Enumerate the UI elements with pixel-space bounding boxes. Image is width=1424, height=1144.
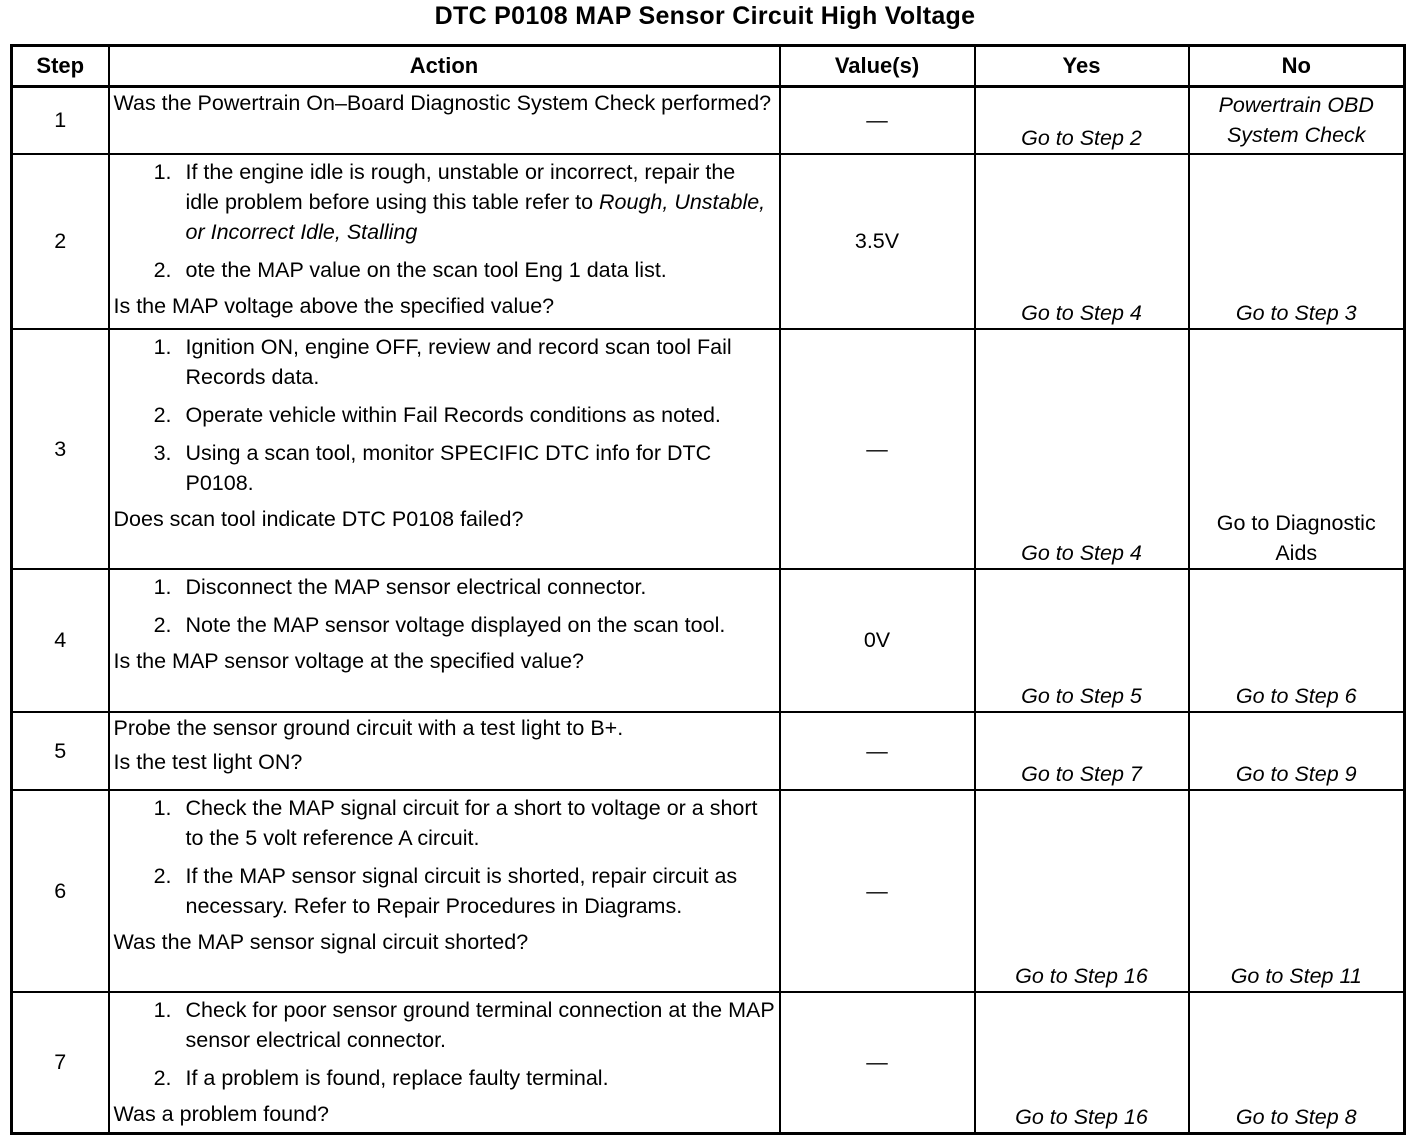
step-number: 4 xyxy=(12,569,109,712)
action-text: Was the Powertrain On–Board Diagnostic System Check performed? xyxy=(113,91,772,115)
step-number: 5 xyxy=(12,712,109,790)
action-item: 2. Operate vehicle within Fail Records conditions as noted. xyxy=(178,400,775,430)
yes-cell: Go to Step 2 xyxy=(975,87,1189,154)
step-number: 7 xyxy=(12,992,109,1134)
action-cell xyxy=(109,154,780,329)
header-values: Value(s) xyxy=(780,46,975,87)
action-cell xyxy=(109,790,780,992)
header-yes: Yes xyxy=(975,46,1189,87)
cross-reference: Rough, Unstable, or Incorrect Idle, Stalling xyxy=(185,189,766,244)
action-text: Probe the sensor ground circuit with a test light to B+. xyxy=(113,715,624,740)
no-cell: Go to Diagnostic Aids xyxy=(1189,329,1405,569)
step-number: 2 xyxy=(12,154,109,329)
action-list xyxy=(114,793,775,921)
no-cell: Go to Step 8 xyxy=(1189,992,1405,1134)
action-question: Is the test light ON? xyxy=(113,749,303,774)
action-cell xyxy=(109,712,780,790)
table-row xyxy=(12,87,1405,154)
value-cell: — xyxy=(780,87,975,154)
table-row xyxy=(12,154,1405,329)
action-list xyxy=(114,332,775,498)
action-item: 2. If the MAP sensor signal circuit is shorted, repair circuit as necessary. Refer to Repair Procedures in Diagrams. xyxy=(178,861,775,921)
action-item: 2. Note the MAP sensor voltage displayed on the scan tool. xyxy=(178,610,775,640)
action-question: Is the MAP voltage above the specified value? xyxy=(113,293,555,318)
no-cell: Go to Step 9 xyxy=(1189,712,1405,790)
action-item: 3. Using a scan tool, monitor SPECIFIC DTC info for DTC P0108. xyxy=(178,438,775,498)
table-row xyxy=(12,790,1405,992)
yes-cell: Go to Step 16 xyxy=(975,992,1189,1134)
action-cell xyxy=(109,87,780,154)
table-row xyxy=(12,712,1405,790)
yes-cell: Go to Step 4 xyxy=(975,329,1189,569)
header-action: Action xyxy=(109,46,780,87)
action-question: Is the MAP sensor voltage at the specified value? xyxy=(113,648,584,673)
table-row xyxy=(12,329,1405,569)
table-row xyxy=(12,569,1405,712)
no-cell: Go to Step 6 xyxy=(1189,569,1405,712)
step-number: 3 xyxy=(12,329,109,569)
action-list xyxy=(114,572,775,640)
no-cell: Go to Step 3 xyxy=(1189,154,1405,329)
no-cell: Powertrain OBD System Check xyxy=(1189,87,1405,154)
action-question: Was a problem found? xyxy=(113,1101,330,1126)
value-cell: 3.5V xyxy=(780,154,975,329)
action-item: 1. Ignition ON, engine OFF, review and record scan tool Fail Records data. xyxy=(178,332,775,392)
page-title: DTC P0108 MAP Sensor Circuit High Voltage xyxy=(434,2,976,30)
action-list xyxy=(114,157,775,285)
value-cell: — xyxy=(780,992,975,1134)
table-header-row xyxy=(12,46,1405,87)
table-row xyxy=(12,992,1405,1134)
value-cell: — xyxy=(780,712,975,790)
diagnostic-table xyxy=(10,44,1406,1135)
action-cell xyxy=(109,329,780,569)
header-no: No xyxy=(1189,46,1405,87)
action-item: 2. If a problem is found, replace faulty terminal. xyxy=(178,1063,775,1093)
value-cell: — xyxy=(780,790,975,992)
action-item: 1. If the engine idle is rough, unstable or incorrect, repair the idle problem before using this table refer to Rough, Unstable, or Incorrect Idle, Stalling xyxy=(178,157,775,247)
action-list xyxy=(114,995,775,1093)
action-question: Does scan tool indicate DTC P0108 failed? xyxy=(113,506,524,531)
action-item: 1. Check the MAP signal circuit for a short to voltage or a short to the 5 volt reference A circuit. xyxy=(178,793,775,853)
step-number: 1 xyxy=(12,87,109,154)
action-question: Was the MAP sensor signal circuit shorted? xyxy=(113,929,529,954)
action-item: 1. Check for poor sensor ground terminal connection at the MAP sensor electrical connector. xyxy=(178,995,775,1055)
action-item: 2. ote the MAP value on the scan tool Eng 1 data list. xyxy=(178,255,775,285)
action-cell xyxy=(109,569,780,712)
header-step: Step xyxy=(12,46,109,87)
step-number: 6 xyxy=(12,790,109,992)
no-cell: Go to Step 11 xyxy=(1189,790,1405,992)
yes-cell: Go to Step 5 xyxy=(975,569,1189,712)
value-cell: 0V xyxy=(780,569,975,712)
yes-cell: Go to Step 4 xyxy=(975,154,1189,329)
action-item: 1. Disconnect the MAP sensor electrical connector. xyxy=(178,572,775,602)
value-cell: — xyxy=(780,329,975,569)
yes-cell: Go to Step 16 xyxy=(975,790,1189,992)
action-cell xyxy=(109,992,780,1134)
yes-cell: Go to Step 7 xyxy=(975,712,1189,790)
